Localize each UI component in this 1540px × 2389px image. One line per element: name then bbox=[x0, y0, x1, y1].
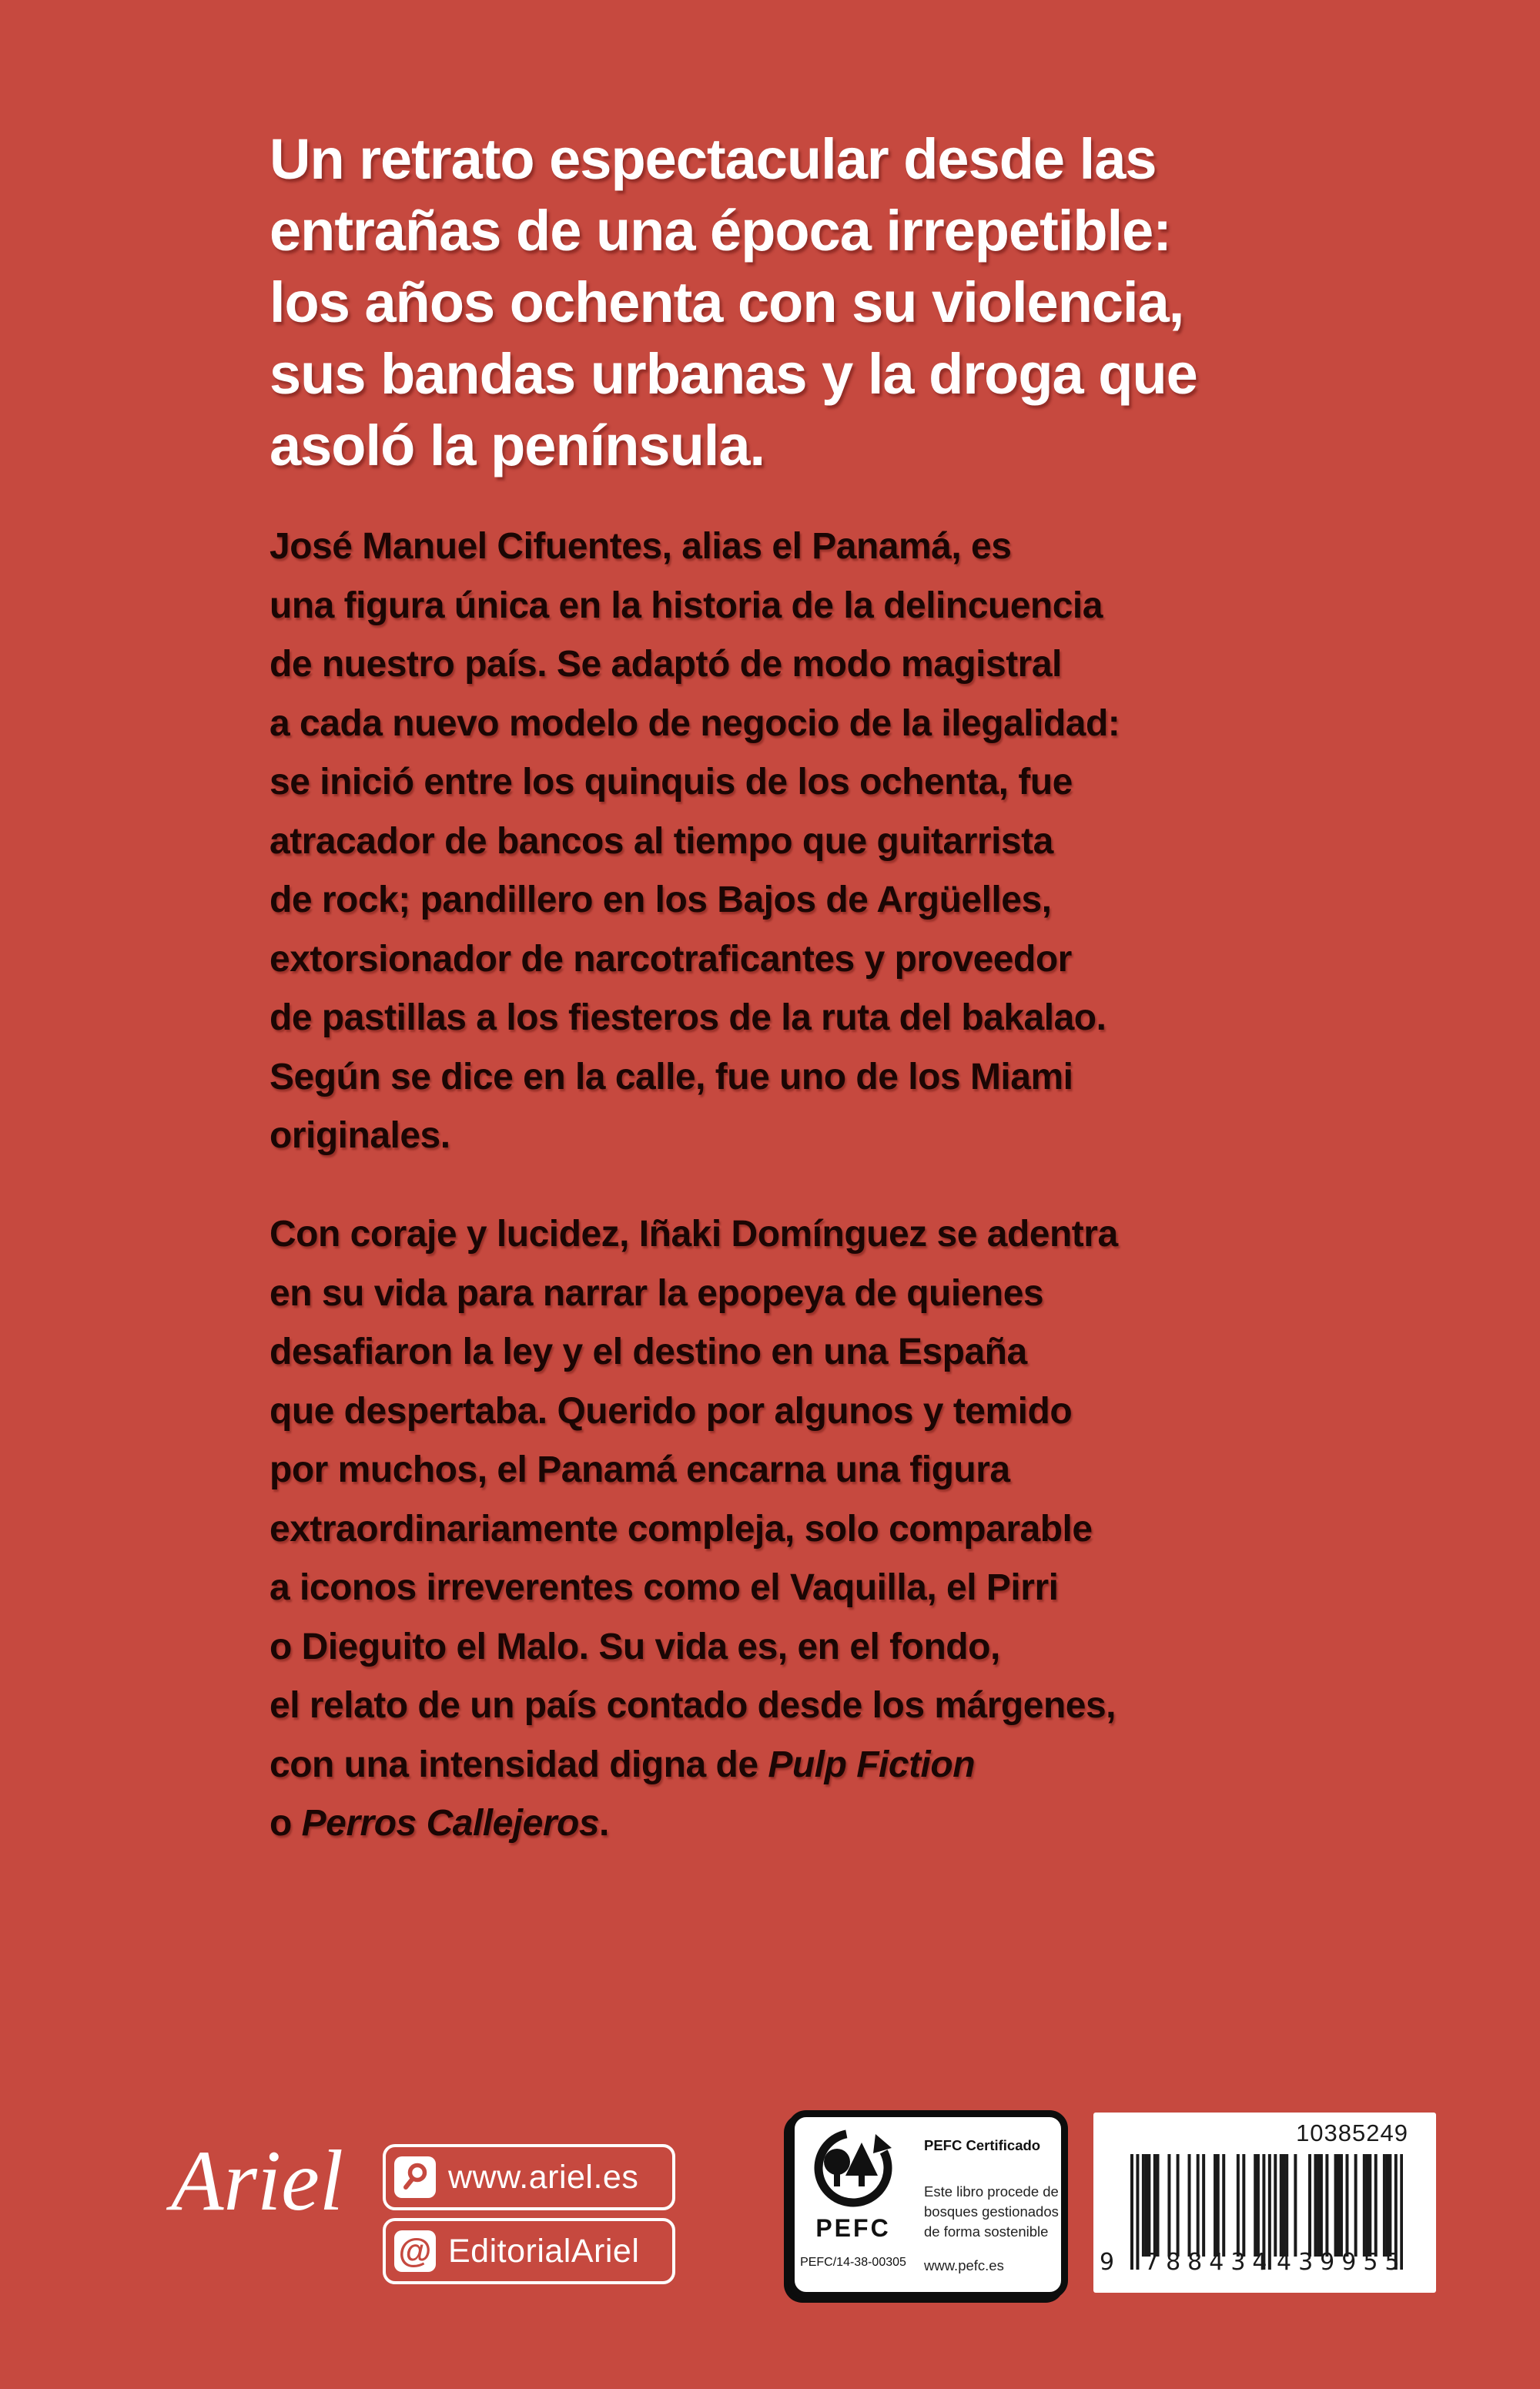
pefc-wordmark: PEFC bbox=[815, 2214, 891, 2242]
pefc-logo-icon bbox=[807, 2129, 899, 2215]
ean-digit-group2: 439955 bbox=[1277, 2249, 1407, 2276]
tagline: Un retrato espectacular desde las entrañas de una época irrepetible: los años ochenta con su violencia, sus bandas urbanas y la droga que asoló la península. bbox=[270, 127, 1197, 477]
synopsis-paragraph-1: José Manuel Cifuentes, alias el Panamá, es una figura única en la historia de la delincuencia de nuestro país. Se adaptó de modo magistral a cada nuevo modelo de negocio de la ilegalidad: se inició entre los quinquis de los ochenta, fue atracador de bancos al tiempo que guitarrista de rock; pandillero en los Bajos de Argüelles, extorsionador de narcotraficantes y proveedor de pastillas a los fiesteros de la ruta del bakalao. Según se dice en la calle, fue uno de los Miami originales. bbox=[270, 526, 1120, 1156]
pefc-certification-box bbox=[788, 2110, 1068, 2299]
publisher-logo: Ariel bbox=[171, 2133, 343, 2229]
pefc-description: Este libro procede de bosques gestionados de forma sostenible bbox=[924, 2183, 1059, 2240]
at-icon: @ bbox=[394, 2230, 436, 2272]
search-icon bbox=[394, 2156, 436, 2198]
social-label: EditorialAriel bbox=[448, 2232, 640, 2270]
product-code: 10385249 bbox=[1296, 2119, 1408, 2146]
pefc-title: PEFC Certificado bbox=[924, 2137, 1041, 2153]
ean-digit-prefix: 9 bbox=[1100, 2249, 1115, 2276]
synopsis-paragraph-2: Con coraje y lucidez, Iñaki Domínguez se adentra en su vida para narrar la epopeya de quienes desafiaron la ley y el destino en una España que despertaba. Querido por algunos y temido por muchos, el Panamá encarna una figura extraordinariamente compleja, solo comparable a iconos irreverentes como el Vaquilla, el Pirri o Dieguito el Malo. Su vida es, en el fondo, el relato de un país contado desde los márgenes, con una intensidad digna de Pulp Fiction o Perros Callejeros. bbox=[270, 1214, 1118, 1844]
barcode-box bbox=[1093, 2113, 1436, 2293]
website-label: www.ariel.es bbox=[448, 2158, 639, 2196]
pefc-website: www.pefc.es bbox=[924, 2257, 1004, 2273]
ean-digit-group1: 788434 bbox=[1144, 2249, 1274, 2276]
pefc-certificate-number: PEFC/14-38-00305 bbox=[800, 2256, 906, 2269]
website-badge bbox=[383, 2144, 675, 2210]
social-badge bbox=[383, 2218, 675, 2284]
